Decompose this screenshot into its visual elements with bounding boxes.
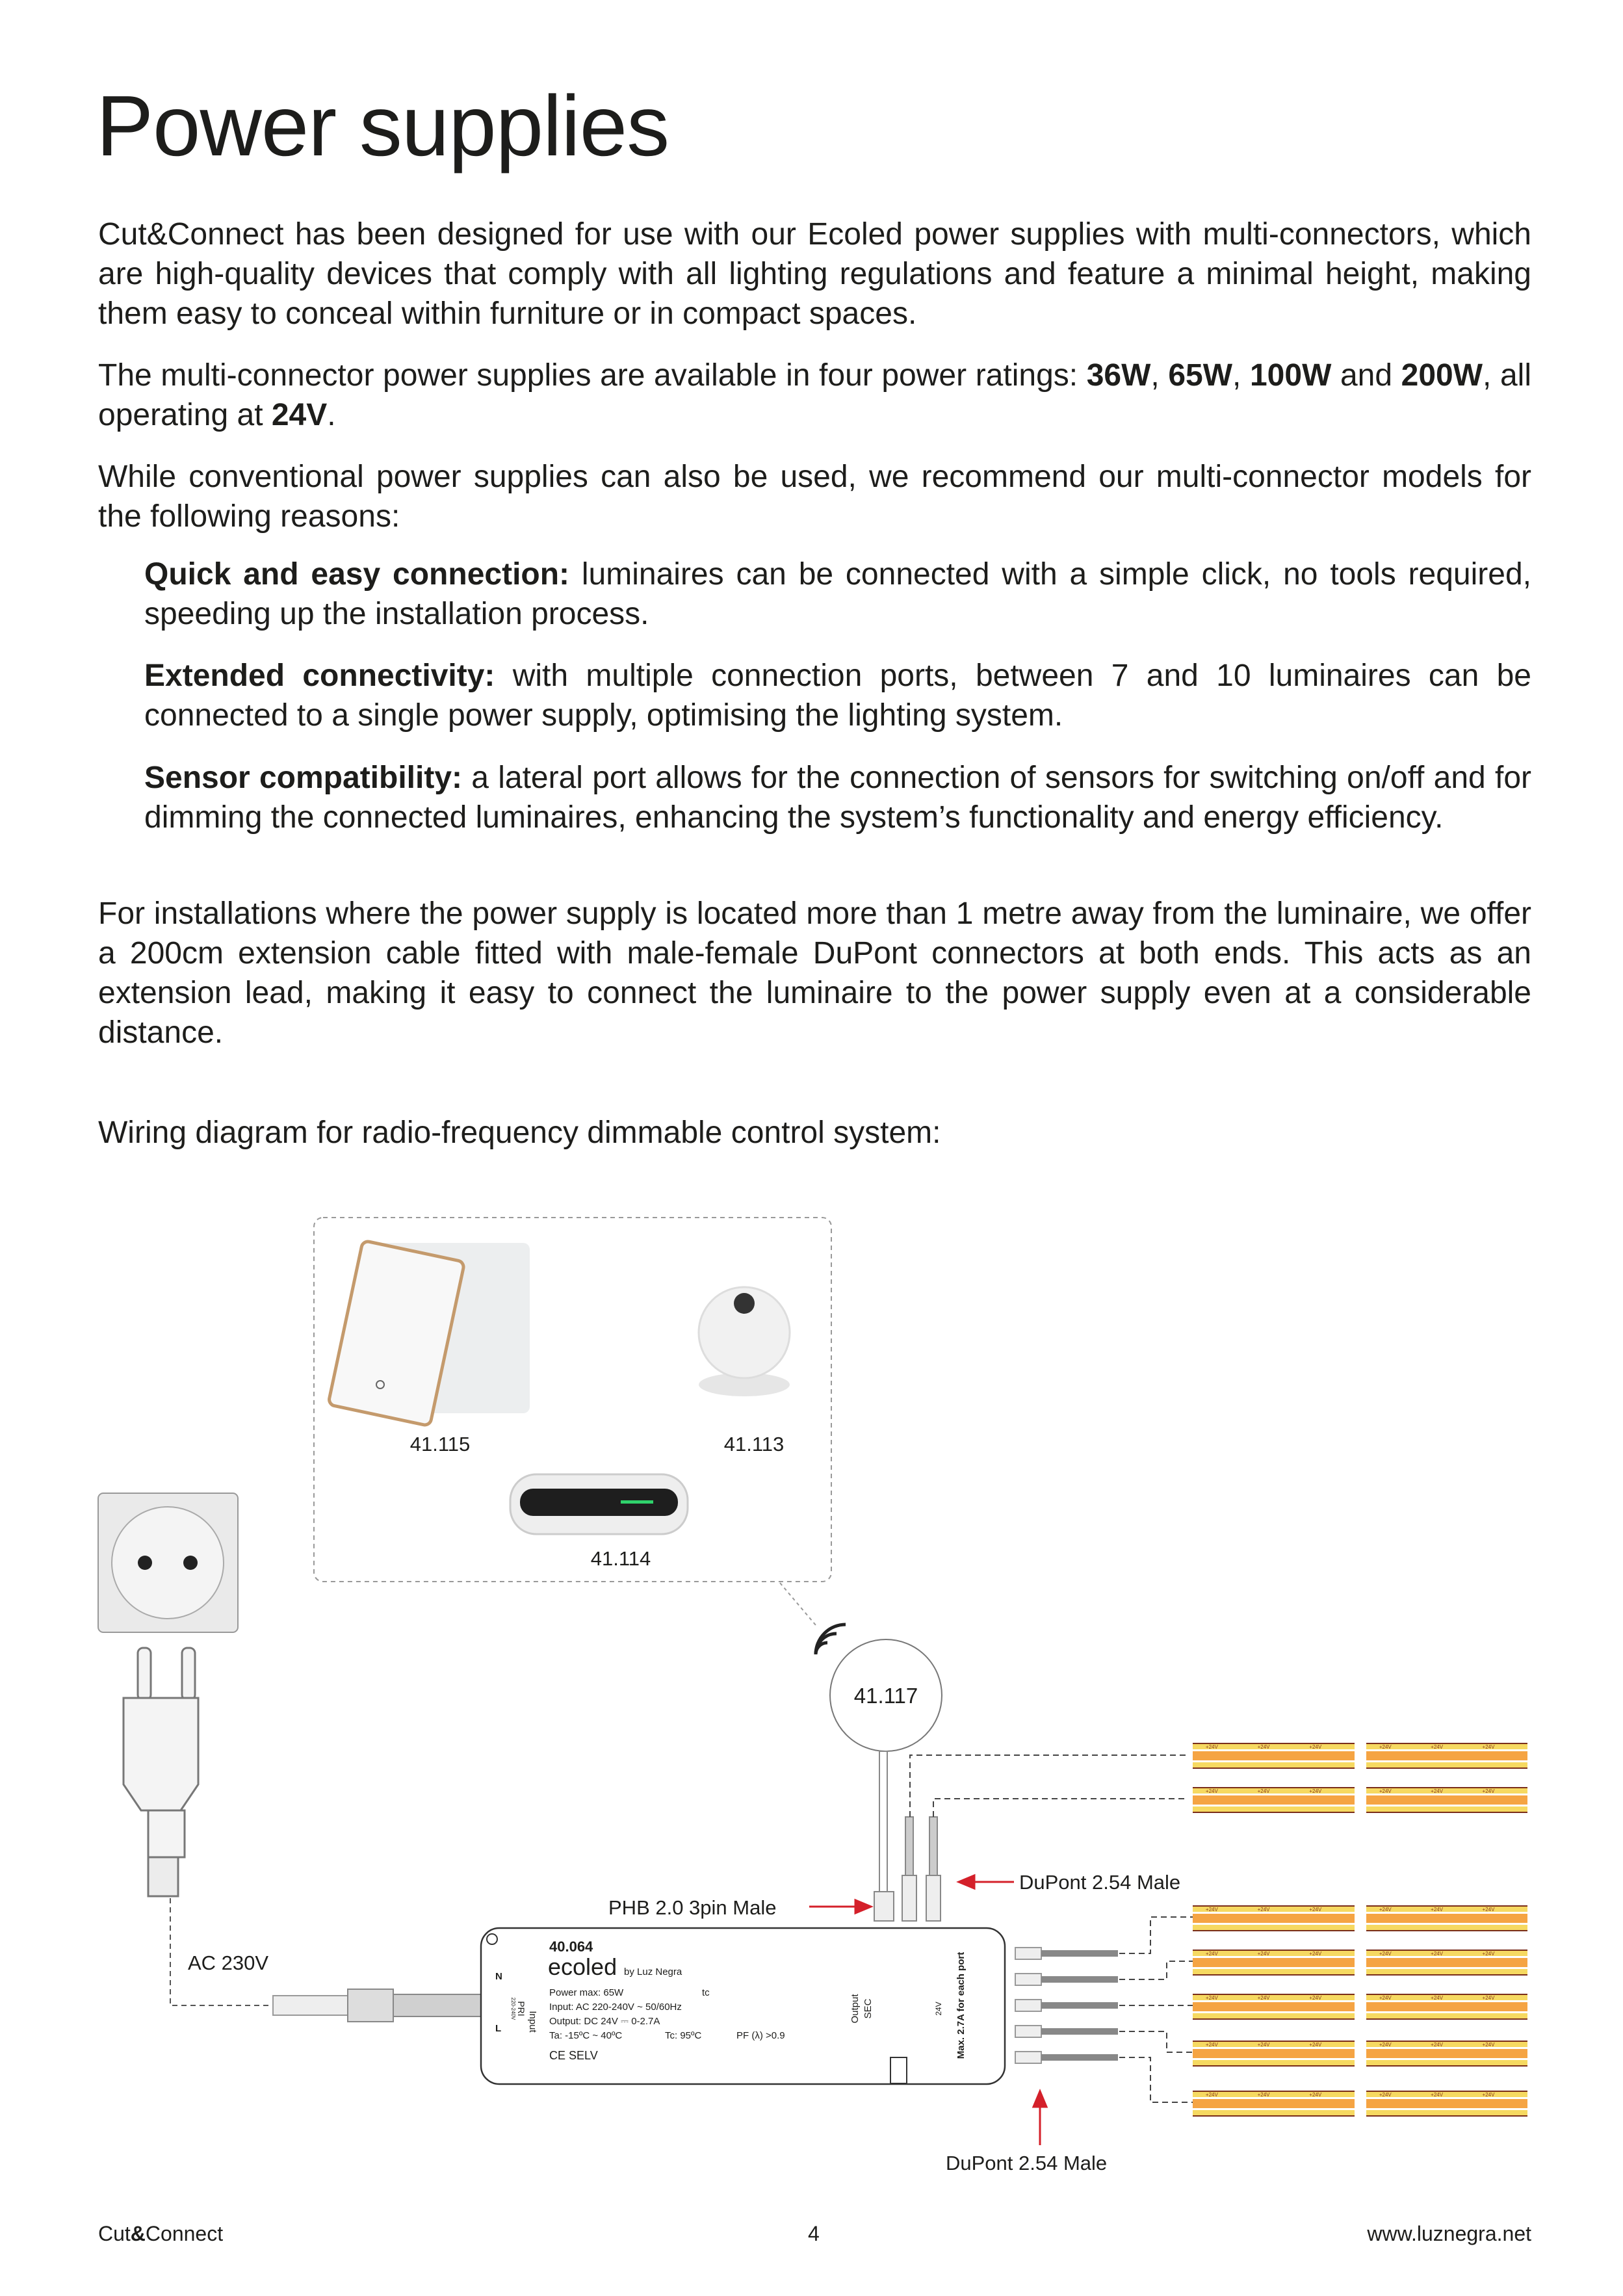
- ac-voltage-label: AC 230V: [188, 1951, 269, 1974]
- psu-n: N: [495, 1971, 502, 1982]
- strip-voltage-label: +24V: [1257, 2042, 1270, 2048]
- footer-url: www.luznegra.net: [1367, 2222, 1531, 2245]
- strip-voltage-label: +24V: [1482, 2042, 1495, 2048]
- psu-tc-value: Tc: 95ºC: [665, 2030, 702, 2041]
- led-strip: [1366, 1994, 1527, 2020]
- receiver-code: 41.117: [853, 1684, 918, 1708]
- strip-voltage-label: +24V: [1309, 1907, 1322, 1912]
- diagram-caption: Wiring diagram for radio-frequency dimmable control system:: [98, 1115, 941, 1150]
- psu-output-label: Output: [850, 1994, 861, 2024]
- psu-l: L: [495, 2023, 502, 2034]
- phb-label: PHB 2.0 3pin Male: [608, 1896, 777, 1919]
- extension-paragraph: For installations where the power supply is located more than 1 metre away from the luminaire, we offer a 200cm extension cable fitted with male-female DuPont connectors at both ends. This acts as an extension lead, making it easy to connect the luminaire to the power supply even at a considerable distance.: [98, 896, 1531, 1050]
- psu-power: Power max: 65W: [549, 1987, 624, 1998]
- led-strip: [1193, 1950, 1355, 1976]
- strip-voltage-label: +24V: [1431, 1788, 1444, 1794]
- output-connector: [1015, 1961, 1193, 1985]
- strip-voltage-label: +24V: [1431, 2092, 1444, 2098]
- psu-brand: ecoled: [548, 1953, 617, 1980]
- strip-voltage-label: +24V: [1257, 2092, 1270, 2098]
- sensor-code: 41.113: [723, 1433, 785, 1455]
- recommendation-paragraph: While conventional power supplies can also be used, we recommend our multi-connector models for the following reasons:: [98, 460, 1531, 534]
- strip-voltage-label: +24V: [1482, 1907, 1495, 1912]
- bullet-sensor-compatibility: Sensor compatibility: a lateral port allows for the connection of sensors for switching on/off and for dimming the connected luminaires, enhancing the system’s functionality and energy efficiency.: [144, 761, 1531, 835]
- psu-pri: PRI: [516, 2001, 526, 2016]
- strip-voltage-label: +24V: [1257, 1788, 1270, 1794]
- led-strip: [1193, 1905, 1355, 1931]
- wireless-signal-icon: [816, 1624, 846, 1654]
- led-strip: [1193, 1994, 1355, 2020]
- psu-ta: Ta: -15ºC ~ 40ºC: [549, 2030, 623, 2041]
- dupont-connectors: [902, 1817, 941, 1921]
- strip-voltage-label: +24V: [1205, 1995, 1218, 2001]
- strip-voltage-label: +24V: [1482, 1788, 1495, 1794]
- strip-voltage-label: +24V: [1257, 1995, 1270, 2001]
- bullet-quick-connection: Quick and easy connection: luminaires can be connected with a simple click, no tools required, speeding up the installation process.: [144, 557, 1532, 631]
- strip-voltage-label: +24V: [1205, 1744, 1218, 1750]
- led-strip: [1366, 1787, 1527, 1813]
- strip-voltage-label: +24V: [1482, 1951, 1495, 1957]
- strip-voltage-label: +24V: [1379, 1744, 1392, 1750]
- led-strip: [1193, 1787, 1355, 1813]
- strip-voltage-label: +24V: [1482, 1744, 1495, 1750]
- strip-voltage-label: +24V: [1379, 1951, 1392, 1957]
- output-connector: [1015, 2026, 1193, 2052]
- psu-code: 40.064: [549, 1938, 593, 1955]
- psu-output: Output: DC 24V ⎓ 0-2.7A: [549, 2016, 660, 2027]
- led-strip: [1366, 2041, 1527, 2067]
- psu-24v-badge: 24V: [934, 2002, 943, 2016]
- strip-voltage-label: +24V: [1431, 1951, 1444, 1957]
- strip-voltage-label: +24V: [1205, 2092, 1218, 2098]
- strip-voltage-label: +24V: [1205, 1788, 1218, 1794]
- strip-voltage-label: +24V: [1431, 1744, 1444, 1750]
- strip-voltage-label: +24V: [1309, 1951, 1322, 1957]
- intro-paragraph: Cut&Connect has been designed for use with our Ecoled power supplies with multi-connectors, which are high-quality devices that comply with all lighting regulations and feature a minimal height, making them easy to conceal within furniture or in compact spaces.: [98, 217, 1531, 331]
- power-ratings-paragraph: The multi-connector power supplies are available in four power ratings: 36W, 65W, 100W and 200W, all operating at 24V.: [98, 358, 1532, 432]
- led-strip: [1366, 1950, 1527, 1976]
- strip-voltage-label: +24V: [1257, 1907, 1270, 1912]
- psu-pf: PF (λ) >0.9: [736, 2030, 785, 2041]
- strip-voltage-label: +24V: [1379, 1995, 1392, 2001]
- hub-image: [510, 1474, 688, 1534]
- led-strip: [1366, 2091, 1527, 2117]
- led-strip: [1193, 2091, 1355, 2117]
- dupont-top-label: DuPont 2.54 Male: [1019, 1871, 1181, 1894]
- remote-code: 41.115: [409, 1433, 471, 1455]
- output-connector: [1015, 2000, 1193, 2011]
- strip-voltage-label: +24V: [1431, 1995, 1444, 2001]
- strip-voltage-label: +24V: [1309, 1788, 1322, 1794]
- strip-voltage-label: +24V: [1309, 2092, 1322, 2098]
- strip-voltage-label: +24V: [1379, 1907, 1392, 1912]
- strip-voltage-label: +24V: [1205, 1907, 1218, 1912]
- strip-voltage-label: +24V: [1205, 2042, 1218, 2048]
- power-supply-unit: [481, 1928, 1005, 2084]
- psu-brand-sub: by Luz Negra: [624, 1966, 682, 1977]
- strip-voltage-label: +24V: [1379, 1788, 1392, 1794]
- phb-connector: [874, 1892, 894, 1921]
- strip-voltage-label: +24V: [1482, 1995, 1495, 2001]
- strip-voltage-label: +24V: [1431, 1907, 1444, 1912]
- strip-voltage-label: +24V: [1431, 2042, 1444, 2048]
- psu-certifications: CE SELV: [549, 2049, 598, 2062]
- page-title: Power supplies: [96, 78, 669, 174]
- strip-voltage-label: +24V: [1205, 1951, 1218, 1957]
- led-strip: [1193, 2041, 1355, 2067]
- psu-max-current: Max. 2.7A for each port: [955, 1951, 967, 2059]
- bullet-extended-connectivity: Extended connectivity: with multiple connection ports, between 7 and 10 luminaires can be connected to a single power supply, optimising the lighting system.: [144, 659, 1531, 733]
- strip-voltage-label: +24V: [1309, 1995, 1322, 2001]
- led-strip: [1366, 1743, 1527, 1769]
- psu-input-label: Input: [527, 2011, 538, 2033]
- strip-voltage-label: +24V: [1309, 2042, 1322, 2048]
- dupont-bottom-label: DuPont 2.54 Male: [946, 2152, 1108, 2174]
- sensor-image: [699, 1287, 790, 1396]
- psu-tc: tc: [702, 1987, 710, 1998]
- footer-brand: Cut&Connect: [98, 2222, 224, 2245]
- page-number: 4: [808, 2222, 820, 2245]
- led-strip: [1193, 1743, 1355, 1769]
- plug-image: [123, 1648, 198, 1896]
- strip-voltage-label: +24V: [1309, 1744, 1322, 1750]
- output-connector: [1015, 1917, 1193, 1959]
- psu-sec: SEC: [863, 1998, 874, 2019]
- strip-voltage-label: +24V: [1257, 1744, 1270, 1750]
- strip-voltage-label: +24V: [1379, 2092, 1392, 2098]
- hub-code: 41.114: [590, 1547, 651, 1570]
- strip-voltage-label: +24V: [1482, 2092, 1495, 2098]
- strip-voltage-label: +24V: [1257, 1951, 1270, 1957]
- led-strip: [1366, 1905, 1527, 1931]
- psu-input: Input: AC 220-240V ~ 50/60Hz: [549, 2002, 682, 2013]
- strip-voltage-label: +24V: [1379, 2042, 1392, 2048]
- remote-control-image: [328, 1240, 530, 1426]
- power-input-cable: [273, 1989, 481, 2022]
- psu-pri-voltage: 220-240V: [510, 1997, 516, 2020]
- wall-socket-image: [98, 1493, 238, 1632]
